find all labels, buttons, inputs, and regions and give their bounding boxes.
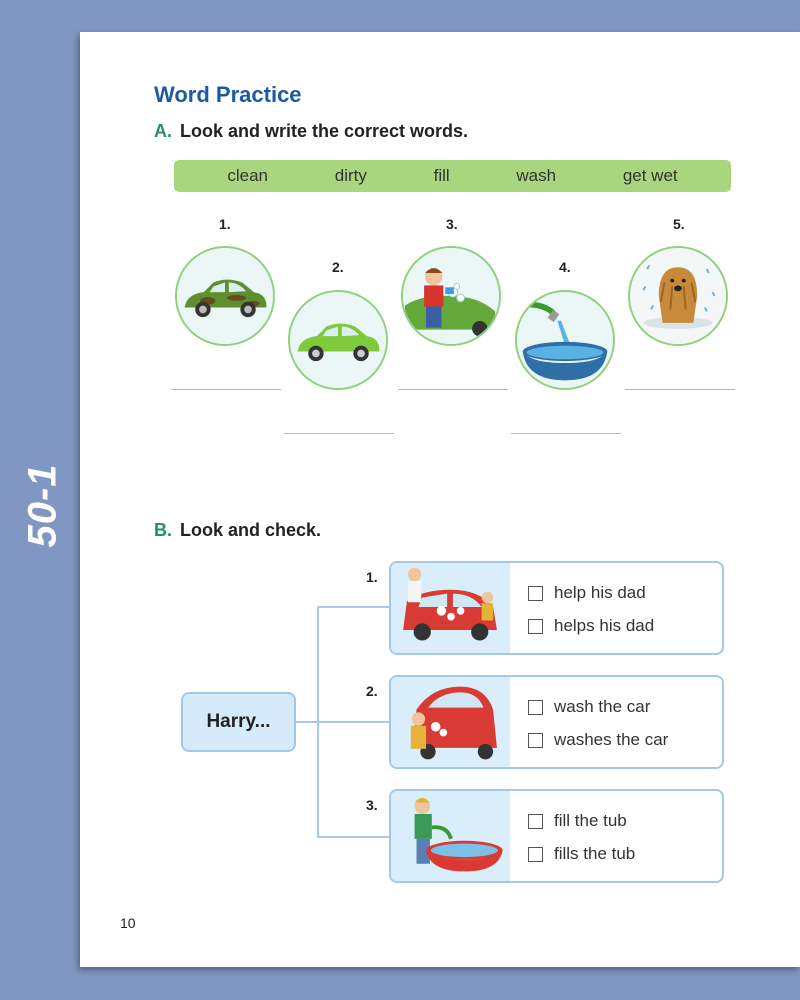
item-number: 3. bbox=[446, 216, 458, 232]
option-label: fill the tub bbox=[554, 811, 627, 830]
item-number: 2. bbox=[332, 259, 344, 275]
word-bank-word: fill bbox=[433, 166, 450, 185]
checkbox-option[interactable] bbox=[528, 730, 668, 750]
word-bank-word: dirty bbox=[334, 166, 367, 185]
answer-line[interactable] bbox=[625, 389, 735, 390]
checkbox-option[interactable] bbox=[528, 844, 635, 864]
check-row-1 bbox=[389, 561, 724, 655]
item-number: 1. bbox=[219, 216, 231, 232]
boy-washing-red-car-icon bbox=[391, 677, 510, 767]
boy-filling-tub-icon bbox=[391, 791, 510, 881]
checkbox-option[interactable] bbox=[528, 697, 650, 717]
row-number: 2. bbox=[366, 683, 378, 699]
row-number: 3. bbox=[366, 797, 378, 813]
wet-dog-icon bbox=[628, 246, 728, 346]
section-a-letter: A. bbox=[154, 121, 172, 141]
option-label: helps his dad bbox=[554, 616, 655, 635]
connector-line bbox=[296, 721, 318, 723]
option-label: washes the car bbox=[554, 730, 669, 749]
section-b-letter: B. bbox=[154, 520, 172, 540]
check-row-3 bbox=[389, 789, 724, 883]
checkbox[interactable] bbox=[528, 586, 543, 601]
word-bank-word: clean bbox=[227, 166, 268, 185]
item-number: 4. bbox=[559, 259, 571, 275]
answer-line[interactable] bbox=[398, 389, 508, 390]
answer-line[interactable] bbox=[284, 433, 394, 434]
option-label: fills the tub bbox=[554, 844, 636, 863]
boy-washing-car-icon bbox=[401, 246, 501, 346]
clean-car-icon bbox=[288, 290, 388, 390]
checkbox-option[interactable] bbox=[528, 583, 646, 603]
checkbox[interactable] bbox=[528, 814, 543, 829]
word-bank bbox=[174, 160, 731, 192]
dirty-car-icon bbox=[175, 246, 275, 346]
checkbox-option[interactable] bbox=[528, 616, 654, 636]
page-title: Word Practice bbox=[154, 82, 302, 107]
word-bank-word: wash bbox=[516, 166, 557, 185]
checkbox[interactable] bbox=[528, 619, 543, 634]
item-number: 5. bbox=[673, 216, 685, 232]
section-a-instruction: Look and write the correct words. bbox=[180, 121, 469, 141]
subject-box: Harry... bbox=[181, 692, 296, 752]
section-b-instruction: Look and check. bbox=[180, 520, 322, 540]
word-bank-word: get wet bbox=[622, 166, 678, 185]
connector-line bbox=[317, 721, 390, 723]
row-number: 1. bbox=[366, 569, 378, 585]
hose-filling-tub-icon bbox=[515, 290, 615, 390]
connector-line bbox=[317, 836, 390, 838]
checkbox[interactable] bbox=[528, 700, 543, 715]
check-row-2 bbox=[389, 675, 724, 769]
boy-and-dad-washing-car-icon bbox=[391, 563, 510, 653]
checkbox-option[interactable] bbox=[528, 811, 627, 831]
side-label: 50-1 bbox=[20, 462, 65, 548]
option-label: help his dad bbox=[554, 583, 646, 602]
workbook-page bbox=[80, 32, 800, 967]
section-b-heading bbox=[154, 520, 321, 541]
connector-line bbox=[317, 606, 390, 608]
checkbox[interactable] bbox=[528, 733, 543, 748]
answer-line[interactable] bbox=[171, 389, 281, 390]
page-number: 10 bbox=[120, 915, 136, 931]
answer-line[interactable] bbox=[511, 433, 621, 434]
section-a-heading bbox=[154, 121, 468, 142]
checkbox[interactable] bbox=[528, 847, 543, 862]
option-label: wash the car bbox=[554, 697, 651, 716]
